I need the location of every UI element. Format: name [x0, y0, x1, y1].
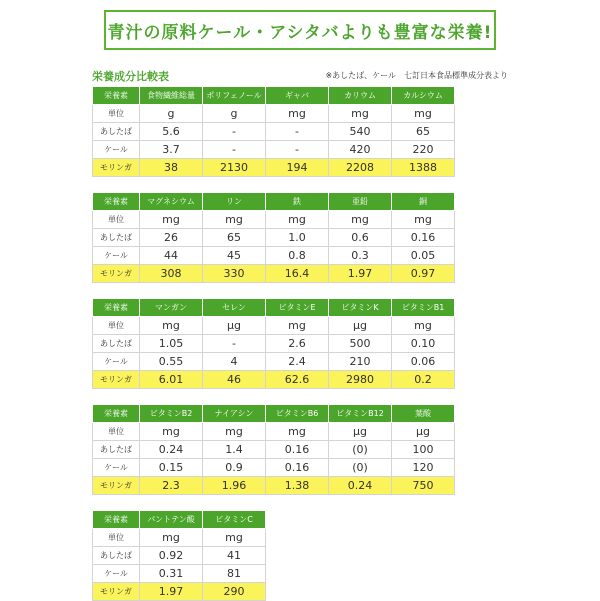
table-cell: mg [140, 529, 203, 547]
column-header: セレン [203, 299, 266, 317]
unit-row [93, 211, 455, 229]
row-label: 単位 [93, 529, 140, 547]
row-label: ケール [93, 353, 140, 371]
table-cell: - [203, 335, 266, 353]
row-label: 栄養素 [93, 405, 140, 423]
moringa-row [93, 265, 455, 283]
table-cell: mg [329, 211, 392, 229]
table-cell: 65 [203, 229, 266, 247]
column-header: ビタミンB6 [266, 405, 329, 423]
table-cell: 0.24 [140, 441, 203, 459]
table-cell: μg [329, 423, 392, 441]
table-cell: mg [392, 105, 455, 123]
row-label: ケール [93, 247, 140, 265]
ashitaba-row [93, 547, 266, 565]
table-cell: - [203, 141, 266, 159]
column-header: リン [203, 193, 266, 211]
table-cell: 26 [140, 229, 203, 247]
table-cell: (0) [329, 459, 392, 477]
table-cell: 2.4 [266, 353, 329, 371]
unit-row [93, 105, 455, 123]
moringa-row [93, 371, 455, 389]
table-cell: mg [392, 317, 455, 335]
column-header: 葉酸 [392, 405, 455, 423]
ashitaba-row [93, 229, 455, 247]
table-cell: - [203, 123, 266, 141]
table-cell: 4 [203, 353, 266, 371]
table-cell: 420 [329, 141, 392, 159]
table-cell: μg [203, 317, 266, 335]
table-cell: 210 [329, 353, 392, 371]
column-header: ビタミンB2 [140, 405, 203, 423]
page-banner: 青汁の原料ケール・アシタバよりも豊富な栄養! [104, 10, 496, 50]
column-header: ビタミンB1 [392, 299, 455, 317]
table-cell: 120 [392, 459, 455, 477]
table-cell: 0.31 [140, 565, 203, 583]
table-cell: 81 [203, 565, 266, 583]
table-cell: 0.9 [203, 459, 266, 477]
table-cell: 290 [203, 583, 266, 601]
table-cell: 1.97 [140, 583, 203, 601]
table-cell: 540 [329, 123, 392, 141]
table-cell: 2208 [329, 159, 392, 177]
table-cell: 38 [140, 159, 203, 177]
table-cell: 46 [203, 371, 266, 389]
row-label: 単位 [93, 317, 140, 335]
table-cell: 0.92 [140, 547, 203, 565]
table-cell: 1.97 [329, 265, 392, 283]
table-cell: mg [392, 211, 455, 229]
table-cell: 0.06 [392, 353, 455, 371]
ashitaba-row [93, 123, 455, 141]
column-header: マンガン [140, 299, 203, 317]
row-label: 栄養素 [93, 193, 140, 211]
row-label: あしたば [93, 547, 140, 565]
table-cell: - [266, 123, 329, 141]
table-cell: 16.4 [266, 265, 329, 283]
table-cell: g [203, 105, 266, 123]
column-header: パントテン酸 [140, 511, 203, 529]
table-cell: 0.16 [266, 441, 329, 459]
table-cell: 2.6 [266, 335, 329, 353]
header-row [93, 193, 455, 211]
row-label: モリンガ [93, 583, 140, 601]
table-cell: 1.0 [266, 229, 329, 247]
table-cell: 2.3 [140, 477, 203, 495]
table-cell: 1.4 [203, 441, 266, 459]
table-cell: - [266, 141, 329, 159]
source-note: ※あしたば、ケール 七訂日本食品標準成分表より [325, 71, 508, 80]
table-cell: 0.05 [392, 247, 455, 265]
table-cell: 0.15 [140, 459, 203, 477]
table-cell: 44 [140, 247, 203, 265]
table-cell: mg [266, 423, 329, 441]
kale-row [93, 565, 266, 583]
row-label: 栄養素 [93, 299, 140, 317]
table-cell: 100 [392, 441, 455, 459]
kale-row [93, 141, 455, 159]
header-row [93, 511, 266, 529]
row-label: あしたば [93, 229, 140, 247]
table-cell: 2130 [203, 159, 266, 177]
table-cell: 1.96 [203, 477, 266, 495]
nutrition-table-1 [92, 86, 455, 177]
moringa-row [93, 583, 266, 601]
table-cell: 62.6 [266, 371, 329, 389]
table-cell: 1.05 [140, 335, 203, 353]
table-cell: μg [392, 423, 455, 441]
section-title: 栄養成分比較表 [92, 70, 169, 83]
table-cell: 0.10 [392, 335, 455, 353]
column-header: ポリフェノール [203, 87, 266, 105]
table-cell: mg [266, 317, 329, 335]
row-label: 単位 [93, 211, 140, 229]
row-label: モリンガ [93, 159, 140, 177]
table-cell: 65 [392, 123, 455, 141]
ashitaba-row [93, 335, 455, 353]
column-header: カリウム [329, 87, 392, 105]
table-cell: 1.38 [266, 477, 329, 495]
column-header: ビタミンK [329, 299, 392, 317]
kale-row [93, 459, 455, 477]
table-cell: 2980 [329, 371, 392, 389]
table-cell: mg [140, 211, 203, 229]
table-cell: 41 [203, 547, 266, 565]
row-label: モリンガ [93, 371, 140, 389]
row-label: 栄養素 [93, 87, 140, 105]
unit-row [93, 423, 455, 441]
header-row [93, 87, 455, 105]
nutrition-table-3 [92, 298, 455, 389]
table-cell: 330 [203, 265, 266, 283]
table-cell: 0.6 [329, 229, 392, 247]
column-header: ギャバ [266, 87, 329, 105]
table-cell: 0.55 [140, 353, 203, 371]
table-cell: mg [329, 105, 392, 123]
header-row [93, 405, 455, 423]
table-cell: 0.16 [392, 229, 455, 247]
table-cell: 220 [392, 141, 455, 159]
table-cell: mg [266, 105, 329, 123]
table-cell: 194 [266, 159, 329, 177]
column-header: ビタミンC [203, 511, 266, 529]
table-cell: 0.24 [329, 477, 392, 495]
row-label: モリンガ [93, 265, 140, 283]
table-cell: 3.7 [140, 141, 203, 159]
column-header: 鉄 [266, 193, 329, 211]
table-cell: mg [140, 317, 203, 335]
unit-row [93, 317, 455, 335]
table-cell: 0.3 [329, 247, 392, 265]
row-label: あしたば [93, 123, 140, 141]
table-cell: g [140, 105, 203, 123]
table-cell: 0.97 [392, 265, 455, 283]
table-cell: 5.6 [140, 123, 203, 141]
table-cell: 6.01 [140, 371, 203, 389]
moringa-row [93, 159, 455, 177]
moringa-row [93, 477, 455, 495]
row-label: モリンガ [93, 477, 140, 495]
column-header: ビタミンE [266, 299, 329, 317]
row-label: あしたば [93, 441, 140, 459]
column-header: ナイアシン [203, 405, 266, 423]
row-label: ケール [93, 565, 140, 583]
table-cell: 0.2 [392, 371, 455, 389]
table-cell: mg [140, 423, 203, 441]
kale-row [93, 247, 455, 265]
unit-row [93, 529, 266, 547]
row-label: 単位 [93, 105, 140, 123]
row-label: ケール [93, 141, 140, 159]
header-row [93, 299, 455, 317]
table-cell: 500 [329, 335, 392, 353]
column-header: ビタミンB12 [329, 405, 392, 423]
table-cell: mg [203, 423, 266, 441]
table-cell: 0.16 [266, 459, 329, 477]
row-label: 栄養素 [93, 511, 140, 529]
row-label: あしたば [93, 335, 140, 353]
table-cell: (0) [329, 441, 392, 459]
table-cell: 0.8 [266, 247, 329, 265]
nutrition-table-4 [92, 404, 455, 495]
table-cell: 750 [392, 477, 455, 495]
table-cell: mg [266, 211, 329, 229]
column-header: 亜鉛 [329, 193, 392, 211]
kale-row [93, 353, 455, 371]
nutrition-table-2 [92, 192, 455, 283]
table-cell: 1388 [392, 159, 455, 177]
table-cell: mg [203, 211, 266, 229]
column-header: カルシウム [392, 87, 455, 105]
column-header: 銅 [392, 193, 455, 211]
row-label: 単位 [93, 423, 140, 441]
table-cell: μg [329, 317, 392, 335]
column-header: 食物繊維総量 [140, 87, 203, 105]
ashitaba-row [93, 441, 455, 459]
column-header: マグネシウム [140, 193, 203, 211]
nutrition-table-5 [92, 510, 266, 601]
table-cell: 308 [140, 265, 203, 283]
table-cell: 45 [203, 247, 266, 265]
row-label: ケール [93, 459, 140, 477]
table-cell: mg [203, 529, 266, 547]
